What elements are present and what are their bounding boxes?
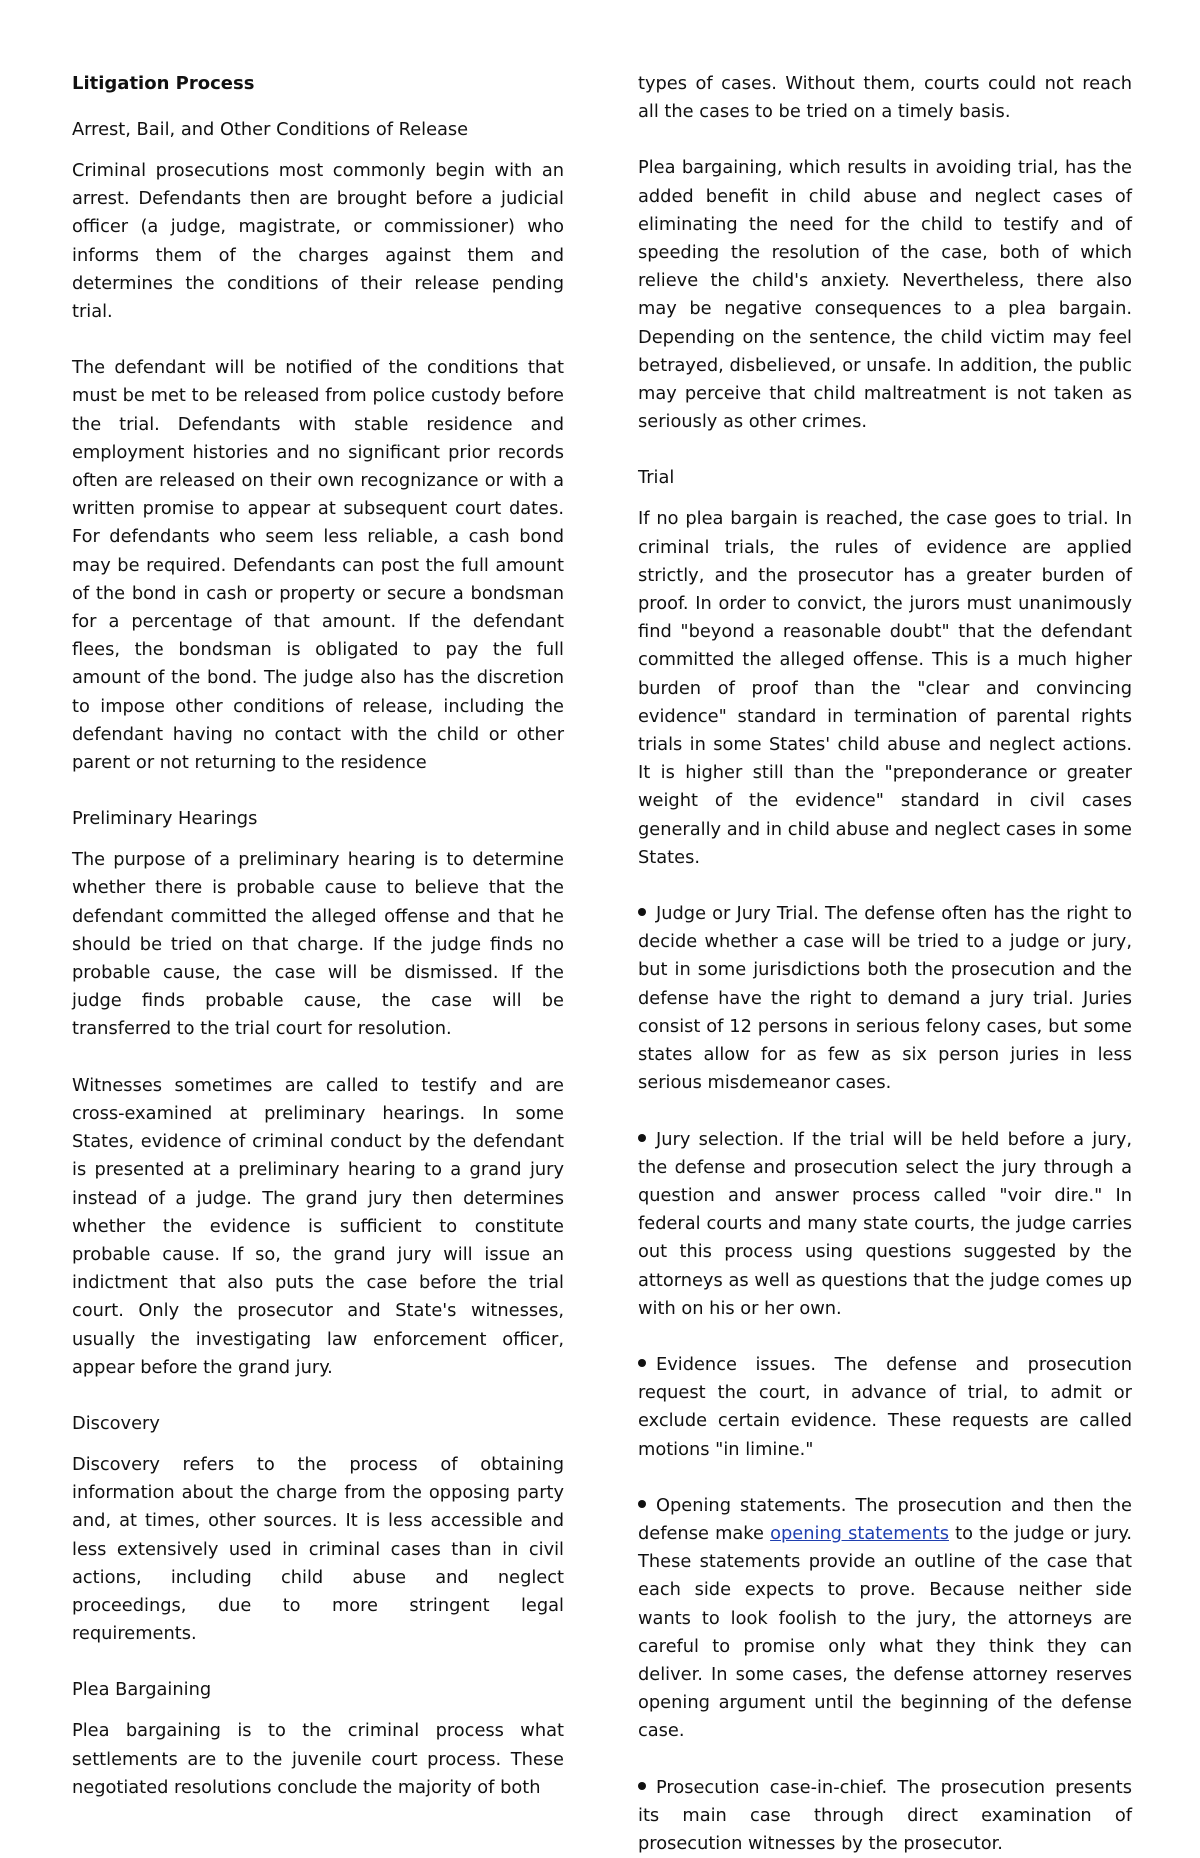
paragraph-plea-continued: types of cases. Without them, courts could not reach all the cases to be tried on a timely basis.	[638, 73, 1132, 123]
bullet-evidence-issues	[638, 1351, 1132, 1464]
bullet-icon	[638, 1359, 646, 1367]
bullet-prosecution-case	[638, 1774, 1132, 1858]
bullet-icon	[638, 1134, 646, 1142]
bullet-text: Jury selection. If the trial will be held before a jury, the defense and prosecution select the jury through a question and answer process called "voir dire." In federal courts and many state courts, the judge carries out this process using questions suggested by the attorneys as well as questions that the judge comes up with on his or her own.	[638, 1128, 1132, 1319]
heading-plea-bargaining: Plea Bargaining	[72, 1679, 212, 1701]
paragraph-arrest: Criminal prosecutions most commonly begin with an arrest. Defendants then are brought before a judicial officer (a judge, magistrate, or commissioner) who informs them of the charges against them and determines the conditions of their release pending trial.	[72, 160, 564, 323]
paragraph-plea-bargaining: Plea bargaining is to the criminal process what settlements are to the juvenile court process. These negotiated resolutions conclude the majority of both	[72, 1720, 564, 1798]
bullet-text: Opening statements. The prosecution and then the defense make	[638, 1494, 1132, 1544]
heading-arrest-bail: Arrest, Bail, and Other Conditions of Release	[72, 119, 469, 140]
bullet-jury-selection	[638, 1126, 1132, 1323]
bullet-opening-statements	[638, 1492, 1132, 1746]
opening-statements-link[interactable]: opening statements	[770, 1522, 949, 1544]
bullet-judge-or-jury	[638, 900, 1132, 1097]
paragraph-discovery: Discovery refers to the process of obtaining information about the charge from the opposing party and, at times, other sources. It is less accessible and less extensively used in criminal cases than in civil actions, including child abuse and neglect proceedings, due to more stringent legal requirements.	[72, 1453, 564, 1645]
heading-preliminary-hearings: Preliminary Hearings	[72, 808, 258, 830]
bullet-icon	[638, 1782, 646, 1790]
paragraph-witnesses: Witnesses sometimes are called to testify and are cross-examined at preliminary hearings. In some States, evidence of criminal conduct by the defendant is presented at a preliminary hearing to a grand jury instead of a judge. The grand jury then determines whether the evidence is sufficient to constitute probable cause. If so, the grand jury will issue an indictment that also puts the case before the trial court. Only the prosecutor and State's witnesses, usually the investigating law enforcement officer, appear before the grand jury.	[72, 1074, 564, 1378]
heading-trial: Trial	[638, 467, 675, 489]
paragraph-plea-benefit: Plea bargaining, which results in avoiding trial, has the added benefit in child abuse and neglect cases of eliminating the need for the child to testify and of speeding the resolution of the case, both of which relieve the child's anxiety. Nevertheless, there also may be negative consequences to a plea bargain. Depending on the sentence, the child victim may feel betrayed, disbelieved, or unsafe. In addition, the public may perceive that child maltreatment is not taken as seriously as other crimes.	[638, 157, 1132, 433]
bullet-text-continued: to the judge or jury. These statements provide an outline of the case that each side expects to prove. Because neither side wants to look foolish to the jury, the attorneys are careful to promise only what they think they can deliver. In some cases, the defense attorney reserves opening argument until the beginning of the defense case.	[638, 1522, 1132, 1742]
paragraph-preliminary-purpose: The purpose of a preliminary hearing is to determine whether there is probable cause to believe that the defendant committed the alleged offense and that he should be tried on that charge. If the judge finds no probable cause, the case will be dismissed. If the judge finds probable cause, the case will be transferred to the trial court for resolution.	[72, 849, 564, 1040]
bullet-icon	[638, 1500, 646, 1508]
bullet-text: Prosecution case-in-chief. The prosecution presents its main case through direct examination of prosecution witnesses by the prosecutor.	[638, 1776, 1132, 1854]
bullet-text: Evidence issues. The defense and prosecution request the court, in advance of trial, to admit or exclude certain evidence. These requests are called motions "in limine."	[638, 1353, 1132, 1460]
heading-discovery: Discovery	[72, 1412, 160, 1434]
bullet-text: Judge or Jury Trial. The defense often has the right to decide whether a case will be tried to a judge or jury, but in some jurisdictions both the prosecution and the defense have the right to demand a jury trial. Juries consist of 12 persons in serious felony cases, but some states allow for as few as six person juries in less serious misdemeanor cases.	[638, 903, 1132, 1094]
document-title: Litigation Process	[72, 73, 255, 94]
left-column	[72, 70, 564, 1802]
paragraph-trial: If no plea bargain is reached, the case goes to trial. In criminal trials, the rules of evidence are applied strictly, and the prosecutor has a greater burden of proof. In order to convict, the jurors must unanimously find "beyond a reasonable doubt" that the defendant committed the alleged offense. This is a much higher burden of proof than the "clear and convincing evidence" standard in termination of parental rights trials in some States' child abuse and neglect actions. It is higher still than the "preponderance or greater weight of the evidence" standard in civil cases generally and in child abuse and neglect cases in some States.	[638, 508, 1132, 868]
bullet-icon	[638, 908, 646, 916]
paragraph-release-conditions: The defendant will be notified of the conditions that must be met to be released from police custody before the trial. Defendants with stable residence and employment histories and no significant prior records often are released on their own recognizance or with a written promise to appear at subsequent court dates. For defendants who seem less reliable, a cash bond may be required. Defendants can post the full amount of the bond in cash or property or secure a bondsman for a percentage of that amount. If the defendant flees, the bondsman is obligated to pay the full amount of the bond. The judge also has the discretion to impose other conditions of release, including the defendant having no contact with the child or other parent or not returning to the residence	[72, 357, 564, 774]
right-column	[638, 70, 1132, 1858]
